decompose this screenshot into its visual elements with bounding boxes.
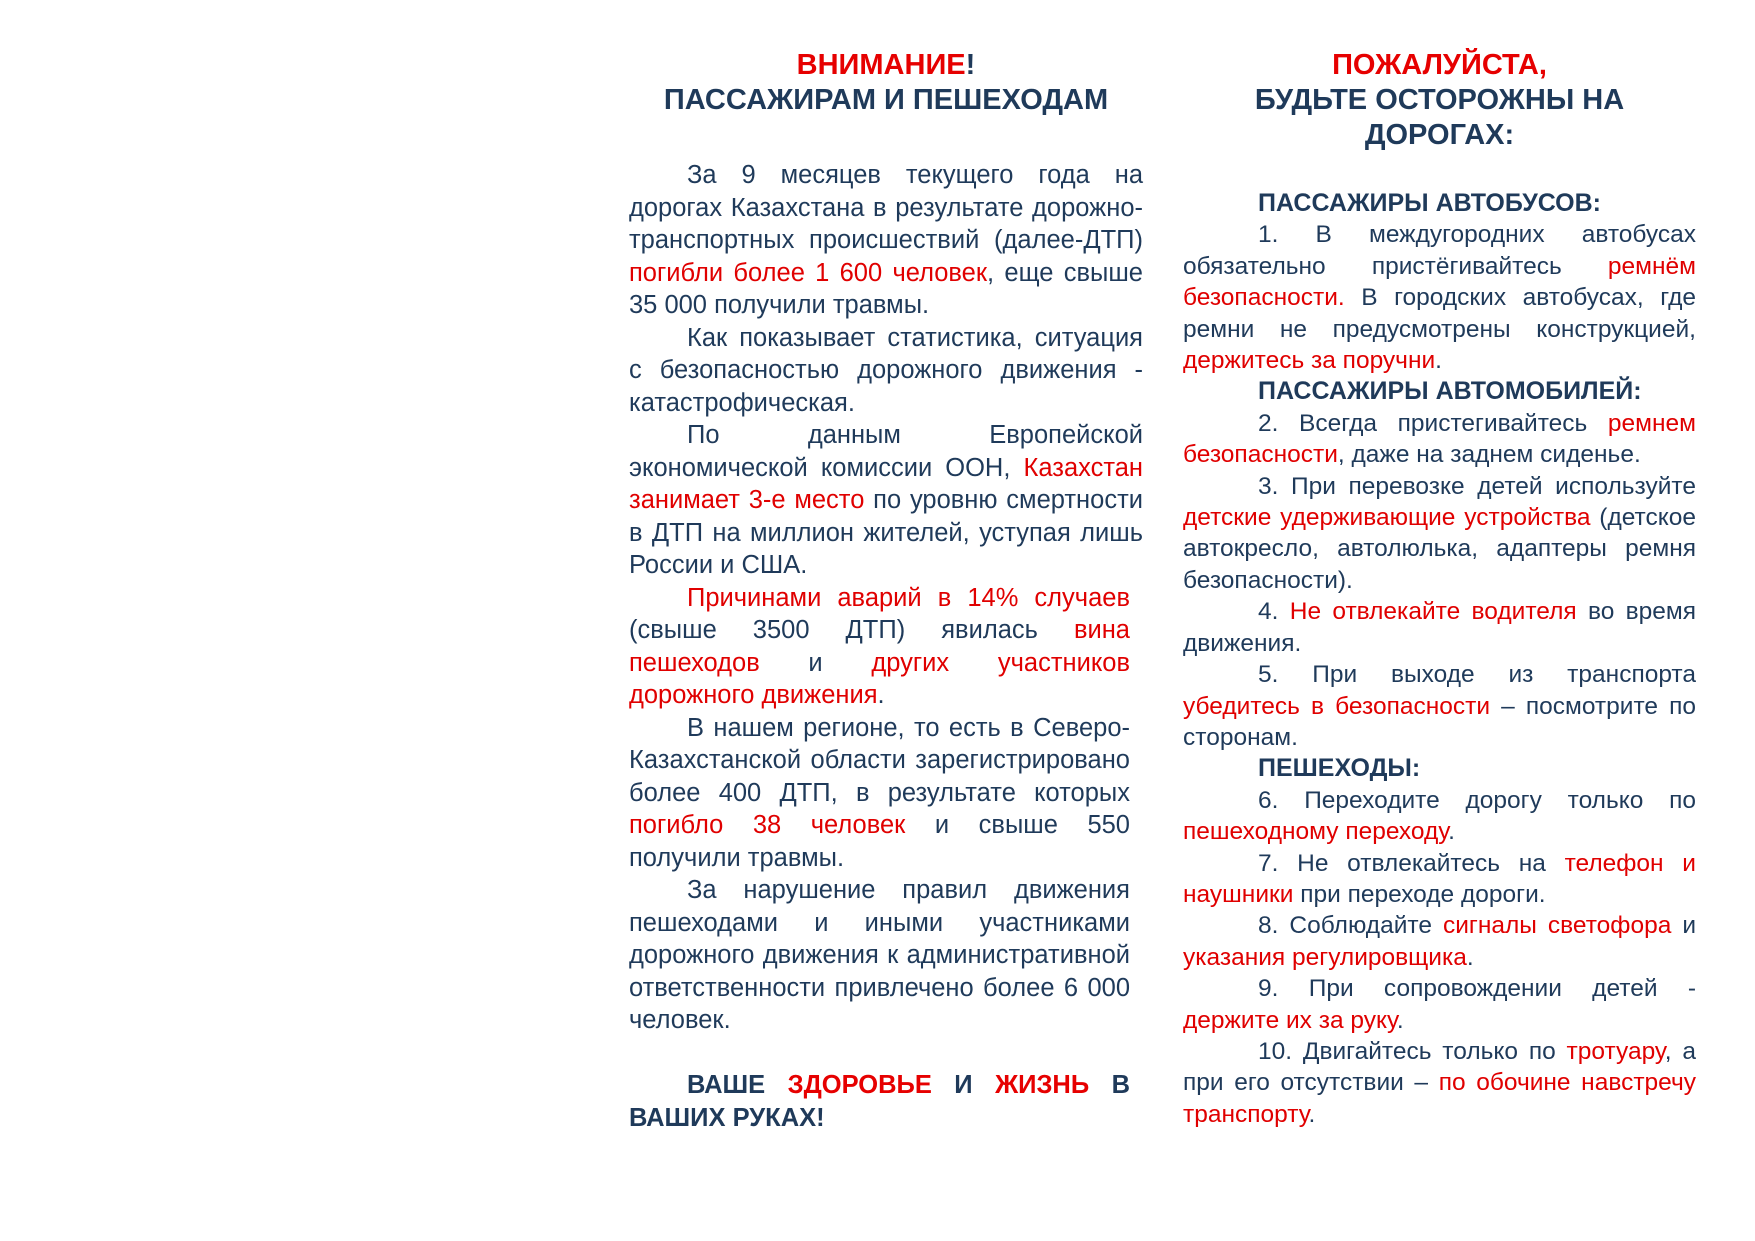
highlight-dont-distract: Не отвлекайте водителя bbox=[1289, 598, 1577, 626]
highlight-region-deaths: погибло 38 человек bbox=[629, 811, 906, 839]
text-segment: по уровню смертности в ДТП на миллион жителей, уступая лишь России и США. bbox=[629, 486, 1143, 579]
highlight-roadside: по обочине навстречу транспорту bbox=[1183, 1069, 1696, 1128]
highlight-seatbelt: ремнем безопасности bbox=[1183, 409, 1696, 469]
text-segment: 3. При перевозке детей используйте bbox=[1258, 472, 1696, 500]
text-segment: – посмотрите по сторонам. bbox=[1183, 692, 1697, 751]
rule-item-7 bbox=[1183, 848, 1696, 911]
right-subtitle-line2: ДОРОГАХ: bbox=[1364, 119, 1515, 151]
text-segment: . bbox=[1308, 1100, 1316, 1128]
highlight-crosswalk: пешеходному переходу bbox=[1183, 818, 1449, 846]
text-segment: 1. В междугородних автобусах обязательно пристёгивайтесь bbox=[1183, 221, 1696, 280]
left-body bbox=[629, 159, 1143, 1037]
highlight-handrails: держитесь за поручни bbox=[1183, 347, 1436, 375]
text-segment: За нарушение правил движения пешеходами и иными участниками дорожного движения к административной ответственности привлечено более 6 000 человек. bbox=[629, 876, 1130, 1034]
text-segment: и свыше 550 получили травмы. bbox=[629, 811, 1130, 872]
text-segment: За 9 месяцев текущего года на дорогах Казахстана в результате дорожно-транспортных происшествий (далее-ДТП) bbox=[629, 161, 1143, 254]
paragraph-region bbox=[629, 712, 1130, 875]
highlight-other-participants: других участников дорожного движения bbox=[629, 648, 1130, 709]
rule-item-8 bbox=[1183, 910, 1696, 973]
text-segment: , а при его отсутствии – bbox=[1183, 1037, 1696, 1097]
highlight-pedestrian-fault: вина пешеходов bbox=[629, 616, 1130, 677]
rule-item-4 bbox=[1183, 596, 1696, 659]
right-panel bbox=[1183, 48, 1696, 1130]
right-subtitle-line1: БУДЬТЕ ОСТОРОЖНЫ НА bbox=[1254, 84, 1625, 116]
highlight-check-safety: убедитесь в безопасности bbox=[1183, 692, 1491, 720]
text-segment: . bbox=[1448, 818, 1455, 846]
slogan-word: В ВАШИХ РУКАХ! bbox=[629, 1071, 1131, 1132]
rule-item-2 bbox=[1183, 408, 1696, 471]
paragraph-statistics-kz bbox=[629, 159, 1143, 322]
highlight-child-restraints: детские удерживающие устройства bbox=[1183, 504, 1591, 532]
paragraph-situation bbox=[629, 322, 1143, 420]
paragraph-causes bbox=[629, 582, 1130, 712]
rule-item-3 bbox=[1183, 471, 1696, 597]
text-segment: и bbox=[759, 648, 872, 677]
paragraph-un-ranking bbox=[629, 419, 1143, 582]
highlight-phone-headphones: телефон и наушники bbox=[1183, 849, 1696, 908]
text-segment: . bbox=[1466, 943, 1474, 971]
attention-word: ВНИМАНИЕ bbox=[796, 49, 966, 81]
please-word: ПОЖАЛУЙСТА, bbox=[1332, 49, 1547, 81]
text-segment: 2. Всегда пристегивайтесь bbox=[1258, 409, 1608, 437]
rule-item-6 bbox=[1183, 785, 1696, 848]
text-segment: 5. При выходе из транспорта bbox=[1258, 661, 1696, 689]
right-title bbox=[1183, 48, 1696, 153]
highlight-causes: Причинами аварий в 14% случаев bbox=[687, 583, 1130, 612]
text-segment: во время движения. bbox=[1183, 598, 1696, 657]
left-title bbox=[629, 48, 1143, 118]
left-subtitle: ПАССАЖИРАМ И ПЕШЕХОДАМ bbox=[663, 84, 1109, 116]
text-segment: (свыше 3500 ДТП) явилась bbox=[629, 616, 1074, 644]
highlight-ranking: Казахстан занимает 3-е место bbox=[629, 453, 1143, 514]
highlight-deaths: погибли более 1 600 человек bbox=[629, 258, 988, 287]
text-segment: и bbox=[1671, 912, 1697, 940]
text-segment: (детское автокресло, автолюлька, адаптеры ремня безопасности). bbox=[1183, 504, 1696, 594]
highlight-seatbelt: ремнём безопасности. bbox=[1183, 252, 1696, 312]
rule-item-10 bbox=[1183, 1036, 1696, 1130]
text-segment: В городских автобусах, где ремни не предусмотрены конструкцией, bbox=[1183, 284, 1696, 343]
right-body bbox=[1183, 188, 1696, 1130]
rule-item-9 bbox=[1183, 973, 1696, 1036]
text-segment: 9. При сопровождении детей - bbox=[1258, 975, 1696, 1003]
text-segment: . bbox=[1396, 1006, 1404, 1034]
section-heading-car-passengers: ПАССАЖИРЫ АВТОМОБИЛЕЙ: bbox=[1258, 377, 1642, 406]
slogan-health: ЗДОРОВЬЕ bbox=[787, 1071, 932, 1099]
text-segment: 7. Не отвлекайтесь на bbox=[1258, 849, 1565, 877]
highlight-traffic-controller: указания регулировщика bbox=[1183, 943, 1467, 971]
text-segment: В нашем регионе, то есть в Северо-Казахстанской области зарегистрировано более 400 ДТП, в результате которых bbox=[629, 713, 1130, 807]
left-panel bbox=[629, 48, 1143, 1134]
slogan-word: И bbox=[931, 1071, 996, 1099]
text-segment: . bbox=[1435, 347, 1442, 375]
slogan-word: ВАШЕ bbox=[687, 1071, 788, 1099]
rule-item-1 bbox=[1183, 219, 1696, 376]
highlight-hold-hand: держите их за руку bbox=[1183, 1006, 1397, 1034]
text-segment: при переходе дороги. bbox=[1293, 880, 1546, 908]
text-segment: . bbox=[877, 681, 885, 709]
text-segment: , еще свыше 35 000 получили травмы. bbox=[629, 258, 1143, 319]
section-heading-bus-passengers: ПАССАЖИРЫ АВТОБУСОВ: bbox=[1258, 189, 1602, 217]
text-segment: Как показывает статистика, ситуация с безопасностью дорожного движения - катастрофическая. bbox=[629, 323, 1143, 417]
slogan bbox=[629, 1069, 1130, 1134]
text-segment: 10. Двигайтесь только по bbox=[1258, 1037, 1567, 1065]
paragraph-violations bbox=[629, 874, 1130, 1037]
text-segment: 8. Соблюдайте bbox=[1258, 912, 1443, 940]
highlight-traffic-signals: сигналы светофора bbox=[1442, 912, 1672, 940]
text-segment: 6. Переходите дорогу только по bbox=[1258, 786, 1696, 814]
slogan-life: ЖИЗНЬ bbox=[995, 1071, 1090, 1099]
text-segment: По данным Европейской экономической комиссии ООН, bbox=[629, 421, 1143, 482]
section-heading-pedestrians: ПЕШЕХОДЫ: bbox=[1258, 754, 1421, 783]
rule-item-5 bbox=[1183, 659, 1696, 753]
attention-exclamation: ! bbox=[965, 49, 976, 81]
text-segment: 4. bbox=[1258, 598, 1290, 626]
text-segment: , даже на заднем сиденье. bbox=[1337, 441, 1641, 469]
highlight-sidewalk: тротуару bbox=[1566, 1037, 1665, 1065]
